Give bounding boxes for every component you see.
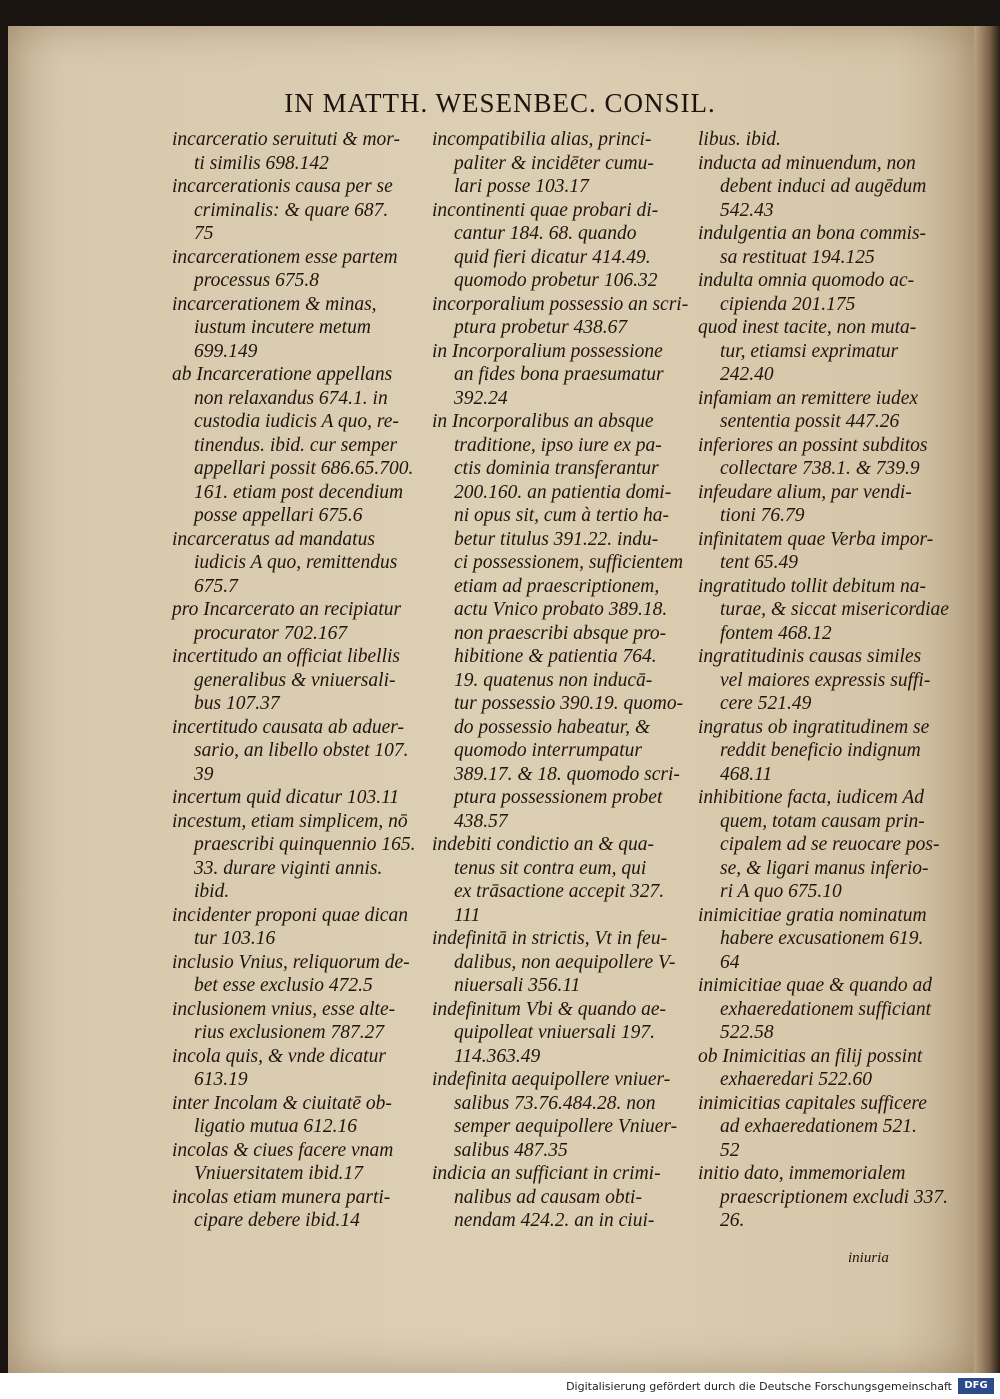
index-entry-line: vel maiores expressis suffi- [720, 669, 931, 691]
index-entry-line: indulgentia an bona commis- [698, 223, 927, 244]
index-entry-line: traditione, ipso iure ex pa- [454, 434, 662, 456]
index-entry-line: nalibus ad causam obti- [454, 1186, 642, 1208]
index-entry-line: quem, totam causam prin- [720, 810, 925, 832]
dfg-logo: DFG [958, 1378, 994, 1394]
index-entry-line: quomodo probetur 106.32 [454, 270, 658, 291]
index-entry [432, 927, 686, 998]
index-entry-line: paliter & incidēter cumu- [454, 152, 654, 174]
index-entry-line: se, & ligari manus inferio- [720, 857, 929, 879]
index-entry [698, 481, 948, 528]
index-entry-line: exhaeredari 522.60 [720, 1069, 872, 1090]
index-entry-line: dalibus, non aequipollere V- [454, 951, 676, 973]
index-entry-line: processus 675.8 [194, 270, 319, 291]
index-entry-line: inimicitiae gratia nominatum [698, 904, 927, 926]
index-entry [432, 998, 686, 1069]
index-entry-line: fontem 468.12 [720, 622, 832, 644]
index-column-2 [432, 128, 689, 1233]
index-entry-line: tur, etiamsi exprimatur [720, 340, 899, 362]
index-entry [432, 1162, 686, 1233]
index-entry-line: incertitudo an officiat libellis [172, 646, 401, 667]
index-entry-line: pro Incarcerato an recipiatur [172, 599, 402, 620]
index-entry [432, 199, 686, 293]
index-entry-line: do possessio habeatur, & [454, 716, 651, 738]
index-entry-line: infeudare alium, par vendi- [698, 481, 912, 503]
index-entry-line: inferiores an possint subditos [698, 434, 928, 456]
index-entry-line: ptura possessionem probet [454, 787, 663, 808]
index-entry-line: cipare debere ibid.14 [194, 1210, 360, 1231]
index-entry-line: 114.363.49 [454, 1045, 541, 1067]
index-entry-line: tur 103.16 [194, 928, 276, 949]
index-entry-line: quipolleat vniuersali 197. [454, 1022, 655, 1043]
index-entry-line: hibitione & patientia 764. [454, 646, 657, 667]
index-entry-line: inclusio Vnius, reliquorum de- [172, 951, 410, 973]
index-entry-line: 75 [194, 223, 214, 244]
index-entry [698, 1092, 948, 1163]
index-entry-line: inclusionem vnius, esse alte- [172, 998, 396, 1020]
index-entry-line: ob Inimicitias an filij possint [698, 1045, 923, 1067]
index-entry [698, 316, 948, 387]
index-entry [432, 833, 686, 927]
index-entry-line: semper aequipollere Vniuer- [454, 1116, 678, 1137]
index-column-1 [172, 128, 424, 1233]
index-entry-line: iudicis A quo, remittendus [194, 552, 398, 573]
index-entry-line: 200.160. an patientia domi- [454, 481, 672, 503]
index-entry [698, 269, 948, 316]
index-entry-line: incidenter proponi quae dican [172, 904, 408, 926]
index-entry-line: incolas & ciues facere vnam [172, 1139, 394, 1161]
index-entry-line: 613.19 [194, 1069, 248, 1090]
index-entry-line: cipalem ad se reuocare pos- [720, 834, 940, 855]
index-entry-line: 699.149 [194, 340, 258, 362]
index-entry [698, 222, 948, 269]
index-entry [698, 904, 948, 975]
index-entry-line: ab Incarceratione appellans [172, 364, 393, 385]
index-entry [172, 904, 424, 951]
index-entry-line: indulta omnia quomodo ac- [698, 270, 915, 291]
index-entry-line: actu Vnico probato 389.18. [454, 599, 668, 620]
index-entry [172, 1139, 424, 1186]
index-entry-line: ingratitudinis causas similes [698, 646, 922, 667]
index-entry [172, 1186, 424, 1233]
index-entry [698, 1045, 948, 1092]
index-entry [172, 1045, 424, 1092]
index-entry-line: inhibitione facta, iudicem Ad [698, 787, 925, 808]
index-entry [698, 528, 948, 575]
index-entry-line: incarceratio seruituti & mor- [172, 129, 400, 150]
index-entry-line: tenus sit contra eum, qui [454, 857, 647, 879]
index-entry [172, 363, 424, 528]
index-entry-line: incertum quid dicatur 103.11 [172, 787, 400, 808]
index-entry-line: ingratus ob ingratitudinem se [698, 716, 930, 738]
index-entry-line: indefinitā in strictis, Vt in feu- [432, 928, 668, 949]
index-entry-line: betur titulus 391.22. indu- [454, 528, 659, 550]
index-entry-line: incolas etiam munera parti- [172, 1186, 391, 1208]
index-entry-line: iustum incutere metum [194, 317, 371, 338]
index-entry-line: in Incorporalium possessione [432, 340, 663, 362]
index-entry [432, 340, 686, 411]
index-entry-line: incorporalium possessio an scri- [432, 293, 689, 315]
index-column-3 [698, 128, 948, 1233]
index-entry-line: etiam ad praescriptionem, [454, 575, 660, 597]
index-entry-line: procurator 702.167 [194, 622, 348, 644]
index-entry-line: infinitatem quae Verba impor- [698, 528, 934, 550]
index-entry-line: sa restituat 194.125 [720, 246, 875, 268]
index-entry-line: 438.57 [454, 810, 508, 832]
index-entry-line: habere excusationem 619. [720, 928, 924, 949]
index-entry [172, 645, 424, 716]
index-entry-line: tinendus. ibid. cur semper [194, 434, 398, 456]
index-entry-line: 33. durare viginti annis. [194, 857, 383, 879]
index-entry-line: niuersali 356.11 [454, 975, 581, 996]
index-entry-line: reddit beneficio indignum [720, 740, 921, 761]
index-entry-line: 542.43 [720, 199, 774, 221]
index-entry-line: 39 [194, 763, 214, 785]
index-entry-line: ti similis 698.142 [194, 152, 329, 174]
index-entry-line: ci possessionem, sufficientem [454, 552, 684, 573]
index-entry [172, 951, 424, 998]
index-entry-line: quod inest tacite, non muta- [698, 317, 917, 338]
index-entry-line: tent 65.49 [720, 552, 798, 573]
index-entry-line: libus. ibid. [698, 129, 781, 150]
index-entry-line: incarceratus ad mandatus [172, 528, 375, 550]
index-entry-line: ad exhaeredationem 521. [720, 1116, 917, 1137]
index-entry-line: ri A quo 675.10 [720, 881, 842, 902]
index-entry [698, 387, 948, 434]
index-entry-line: ingratitudo tollit debitum na- [698, 575, 927, 597]
catchword: iniuria [848, 1250, 889, 1266]
index-entry-line: praescribi quinquennio 165. [194, 834, 416, 855]
index-entry-line: nendam 424.2. an in ciui- [454, 1210, 655, 1231]
index-entry-line: indicia an sufficiant in crimi- [432, 1163, 661, 1184]
index-entry-line: debent induci ad augēdum [720, 176, 927, 197]
index-entry-line: cipienda 201.175 [720, 293, 856, 315]
index-entry-line: ptura probetur 438.67 [454, 317, 628, 338]
running-header: IN MATTH. WESENBEC. CONSIL. [284, 88, 716, 118]
index-entry-line: turae, & siccat misericordiae [720, 599, 949, 620]
index-entry-line: in Incorporalibus an absque [432, 411, 654, 432]
index-entry [432, 410, 686, 833]
index-entry [172, 128, 424, 175]
index-entry-line: initio dato, immemorialem [698, 1163, 906, 1184]
index-entry-line: infamiam an remittere iudex [698, 387, 919, 409]
index-entry [698, 128, 948, 152]
index-entry-line: 468.11 [720, 763, 773, 785]
index-entry-line: bus 107.37 [194, 693, 280, 714]
index-entry-line: appellari possit 686.65.700. [194, 458, 414, 479]
index-entry [698, 716, 948, 787]
index-entry-line: non relaxandus 674.1. in [194, 387, 388, 409]
index-entry-line: indebiti condictio an & qua- [432, 834, 655, 855]
index-entry [698, 1162, 948, 1233]
index-entry-line: incertitudo causata ab aduer- [172, 716, 404, 738]
index-entry-line: sententia possit 447.26 [720, 411, 900, 432]
index-entry-line: 26. [720, 1210, 745, 1231]
index-entry-line: cere 521.49 [720, 693, 812, 714]
index-entry [172, 175, 424, 246]
index-entry-line: custodia iudicis A quo, re- [194, 411, 399, 432]
index-entry-line: ni opus sit, cum à tertio ha- [454, 505, 670, 526]
index-entry [172, 716, 424, 787]
index-entry-line: 392.24 [454, 387, 508, 409]
index-entry [698, 152, 948, 223]
index-entry-line: Vniuersitatem ibid.17 [194, 1163, 363, 1184]
funding-credit: Digitalisierung gefördert durch die Deutsche Forschungsgemeinschaft [566, 1380, 952, 1393]
index-entry-line: indefinitum Vbi & quando ae- [432, 998, 666, 1020]
index-entry-line: criminalis: & quare 687. [194, 199, 389, 221]
index-entry-line: 242.40 [720, 364, 774, 385]
index-entry-line: 675.7 [194, 575, 238, 597]
index-entry-line: salibus 487.35 [454, 1139, 568, 1161]
index-entry-line: incestum, etiam simplicem, nō [172, 810, 408, 832]
index-entry-line: ctis dominia transferantur [454, 458, 659, 479]
index-entry [172, 1092, 424, 1139]
index-entry [698, 434, 948, 481]
index-entry [698, 974, 948, 1045]
index-entry-line: rius exclusionem 787.27 [194, 1022, 385, 1043]
index-entry-line: 111 [454, 904, 481, 926]
index-entry-line: lari posse 103.17 [454, 176, 589, 197]
index-entry-line: 161. etiam post decendium [194, 481, 404, 503]
index-entry [432, 293, 689, 340]
index-entry [172, 786, 424, 810]
index-entry [172, 293, 424, 364]
index-entry-line: exhaeredationem sufficiant [720, 998, 932, 1020]
index-entry-line: 522.58 [720, 1022, 774, 1043]
index-entry [432, 128, 686, 199]
index-entry-line: incontinenti quae probari di- [432, 199, 659, 221]
index-entry-line: cantur 184. 68. quando [454, 223, 637, 244]
index-entry-line: ibid. [194, 881, 230, 902]
index-entry-line: collectare 738.1. & 739.9 [720, 458, 920, 479]
index-entry-line: 389.17. & 18. quomodo scri- [454, 763, 680, 785]
index-entry [698, 645, 948, 716]
index-entry-line: incompatibilia alias, princi- [432, 129, 652, 150]
index-entry-line: ligatio mutua 612.16 [194, 1116, 358, 1137]
index-entry-line: inimicitias capitales sufficere [698, 1092, 927, 1114]
index-entry-line: 19. quatenus non inducā- [454, 669, 653, 691]
index-entry-line: tur possessio 390.19. quomo- [454, 693, 684, 714]
index-entry [698, 786, 948, 904]
index-entry-line: bet esse exclusio 472.5 [194, 975, 373, 996]
index-entry-line: quomodo interrumpatur [454, 740, 642, 761]
page-edge [974, 26, 1000, 1373]
index-entry-line: 52 [720, 1139, 740, 1161]
index-entry-line: inducta ad minuendum, non [698, 152, 916, 174]
index-entry-line: incarcerationem & minas, [172, 293, 377, 315]
index-entry-line: inter Incolam & ciuitatē ob- [172, 1092, 392, 1114]
index-entry-line: 64 [720, 951, 740, 973]
index-entry-line: generalibus & vniuersali- [194, 669, 396, 691]
index-entry-line: quid fieri dicatur 414.49. [454, 246, 651, 268]
index-entry-line: salibus 73.76.484.28. non [454, 1092, 656, 1114]
index-entry-line: an fides bona praesumatur [454, 364, 664, 385]
index-entry-line: inimicitiae quae & quando ad [698, 975, 932, 996]
index-entry [172, 246, 424, 293]
index-entry-line: posse appellari 675.6 [194, 505, 363, 526]
index-entry [172, 998, 424, 1045]
index-entry-line: indefinita aequipollere vniuer- [432, 1069, 671, 1090]
digitization-footer [0, 1373, 1000, 1399]
index-entry [432, 1068, 686, 1162]
index-entry [172, 598, 424, 645]
index-entry-line: incarcerationis causa per se [172, 176, 393, 197]
index-entry-line: incarcerationem esse partem [172, 246, 398, 268]
index-entry-line: ex trāsactione accepit 327. [454, 881, 665, 902]
index-entry [172, 810, 424, 904]
index-entry-line: incola quis, & vnde dicatur [172, 1045, 386, 1067]
index-entry-line: praescriptionem excludi 337. [720, 1186, 948, 1208]
index-entry [172, 528, 424, 599]
index-entry-line: non praescribi absque pro- [454, 622, 667, 644]
index-entry-line: tioni 76.79 [720, 505, 805, 526]
index-entry-line: sario, an libello obstet 107. [194, 740, 409, 761]
index-entry [698, 575, 948, 646]
